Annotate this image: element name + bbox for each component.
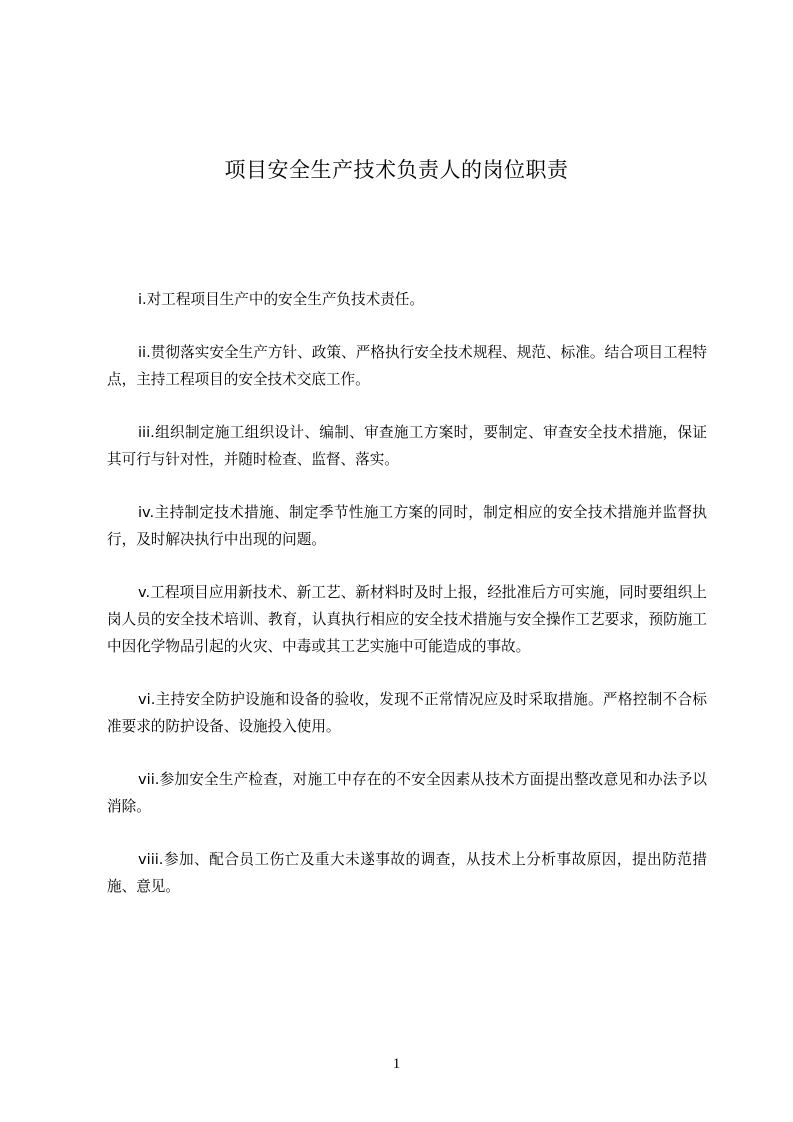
paragraph-3: iii.组织制定施工组织设计、编制、审查施工方案时，要制定、审查安全技术措施，保证其可行与针对性，并随时检查、监督、落实。 [107,424,707,468]
paragraph-6: vi.主持安全防护设施和设备的验收，发现不正常情况应及时采取措施。严格控制不合标准要求的防护设备、设施投入使用。 [107,691,707,735]
paragraph-7: vii.参加安全生产检查，对施工中存在的不安全因素从技术方面提出整改意见和办法予以消除。 [107,771,707,815]
paragraph-2: ii.贯彻落实安全生产方针、政策、严格执行安全技术规程、规范、标准。结合项目工程特点，主持工程项目的安全技术交底工作。 [107,344,707,388]
page-number: 1 [392,1056,401,1072]
paragraph-1: i.对工程项目生产中的安全生产负技术责任。 [138,291,424,308]
paragraph-8: viii.参加、配合员工伤亡及重大未遂事故的调查，从技术上分析事故原因，提出防范措施、意见。 [107,851,707,895]
paragraph-5: v.工程项目应用新技术、新工艺、新材料时及时上报，经批准后方可实施，同时要组织上岗人员的安全技术培训、教育，认真执行相应的安全技术措施与安全操作工艺要求，预防施工中因化学物品引起的火灾、中毒或其工艺实施中可能造成的事故。 [107,584,707,655]
document-title: 项目安全生产技术负责人的岗位职责 [224,158,569,183]
paragraph-4: iv.主持制定技术措施、制定季节性施工方案的同时，制定相应的安全技术措施并监督执行，及时解决执行中出现的问题。 [107,504,707,548]
document-body [107,286,707,926]
